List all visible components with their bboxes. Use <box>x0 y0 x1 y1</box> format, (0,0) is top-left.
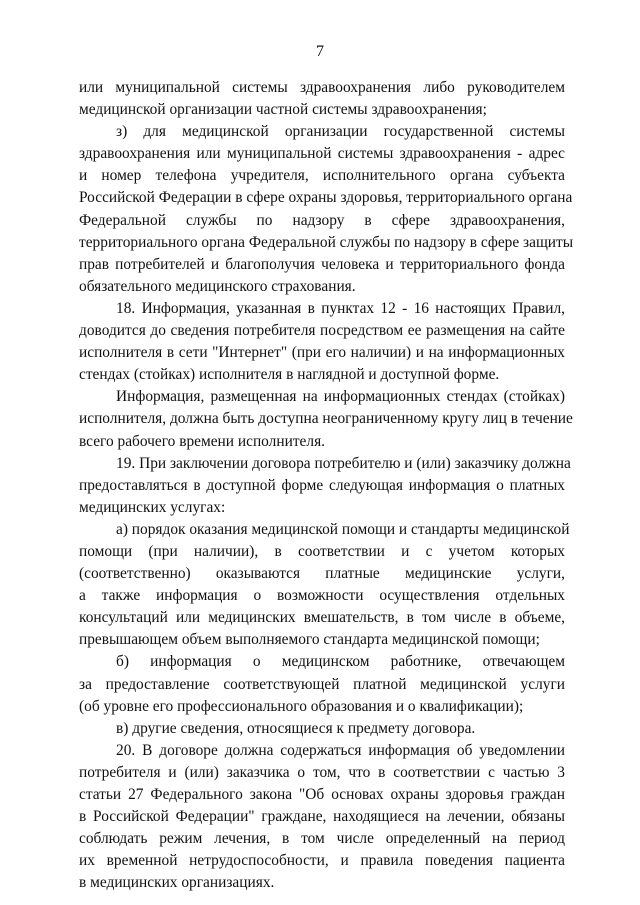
text-line: предоставляться в доступной форме следующая информация о платных <box>79 476 565 494</box>
text-line: и номер телефона учредителя, исполнительного органа субъекта <box>79 167 565 185</box>
text-line: (соответственно) оказываются платные медицинские услуги, <box>79 565 565 583</box>
text-line: в Российской Федерации" граждане, находящиеся на лечении, обязаны <box>79 808 565 826</box>
text-line: 20. В договоре должна содержаться информация об уведомлении <box>116 741 565 759</box>
page-number: 7 <box>316 43 324 60</box>
paragraph <box>79 386 573 452</box>
paragraph <box>79 718 565 740</box>
text-line: Информация, размещенная на информационных стендах (стойках) <box>116 388 565 406</box>
text-line: или муниципальной системы здравоохранения либо руководителем <box>79 79 565 96</box>
paragraph <box>79 77 565 121</box>
paragraph <box>79 453 571 519</box>
text-line: их временной нетрудоспособности, и правила поведения пациента <box>79 852 565 870</box>
text-line: Федеральной службы по надзору в сфере здравоохранения, <box>79 211 565 229</box>
paragraph <box>79 298 565 386</box>
text-line: Российской Федерации в сфере охраны здоровья, территориального органа <box>79 189 573 207</box>
text-line: медицинских услугах: <box>79 498 226 516</box>
paragraph <box>79 740 565 895</box>
text-line: б) информация о медицинском работнике, отвечающем <box>116 653 565 671</box>
text-line: потребителя и (или) заказчика о том, что в соответствии с частью 3 <box>79 763 565 781</box>
paragraph <box>79 519 570 652</box>
text-line: помощи (при наличии), в соответствии и с учетом которых <box>79 542 565 560</box>
text-line: а также информация о возможности осуществления отдельных <box>79 587 565 605</box>
text-line: за предоставление соответствующей платной медицинской услуги <box>79 675 565 693</box>
text-line: медицинской организации частной системы здравоохранения; <box>79 101 487 119</box>
text-line: исполнителя, должна быть доступна неограниченному кругу лиц в течение <box>79 410 573 428</box>
text-line: консультаций или медицинских вмешательств, в том числе в объеме, <box>79 609 565 627</box>
text-line: соблюдать режим лечения, в том числе определенный на период <box>79 830 565 848</box>
text-line: (об уровне его профессионального образования и о квалификации); <box>79 697 524 715</box>
text-line: 19. При заключении договора потребителю и (или) заказчику должна <box>116 454 571 472</box>
paragraph <box>79 651 565 717</box>
text-line: а) порядок оказания медицинской помощи и стандарты медицинской <box>116 520 570 538</box>
text-line: 18. Информация, указанная в пунктах 12 - 16 настоящих Правил, <box>116 299 565 317</box>
text-line: стендах (стойках) исполнителя в наглядной и доступной форме. <box>79 366 500 384</box>
text-line: всего рабочего времени исполнителя. <box>79 432 325 450</box>
text-line: обязательного медицинского страхования. <box>79 277 356 295</box>
paragraph <box>79 121 574 298</box>
text-line: прав потребителей и благополучия человека и территориального фонда <box>79 255 565 273</box>
text-line: доводится до сведения потребителя посредством ее размещения на сайте <box>79 322 565 340</box>
text-line: статьи 27 Федерального закона "Об основах охраны здоровья граждан <box>79 786 565 803</box>
text-line: в медицинских организациях. <box>79 874 275 892</box>
text-line: исполнителя в сети "Интернет" (при его наличии) и на информационных <box>79 344 565 362</box>
text-line: здравоохранения или муниципальной системы здравоохранения - адрес <box>79 145 565 163</box>
text-line: территориального органа Федеральной службы по надзору в сфере защиты <box>79 233 574 251</box>
text-line: в) другие сведения, относящиеся к предмету договора. <box>116 719 476 737</box>
text-line: превышающем объем выполняемого стандарта медицинской помощи; <box>79 631 540 649</box>
document-body <box>79 77 574 894</box>
text-line: з) для медицинской организации государственной системы <box>116 123 565 141</box>
